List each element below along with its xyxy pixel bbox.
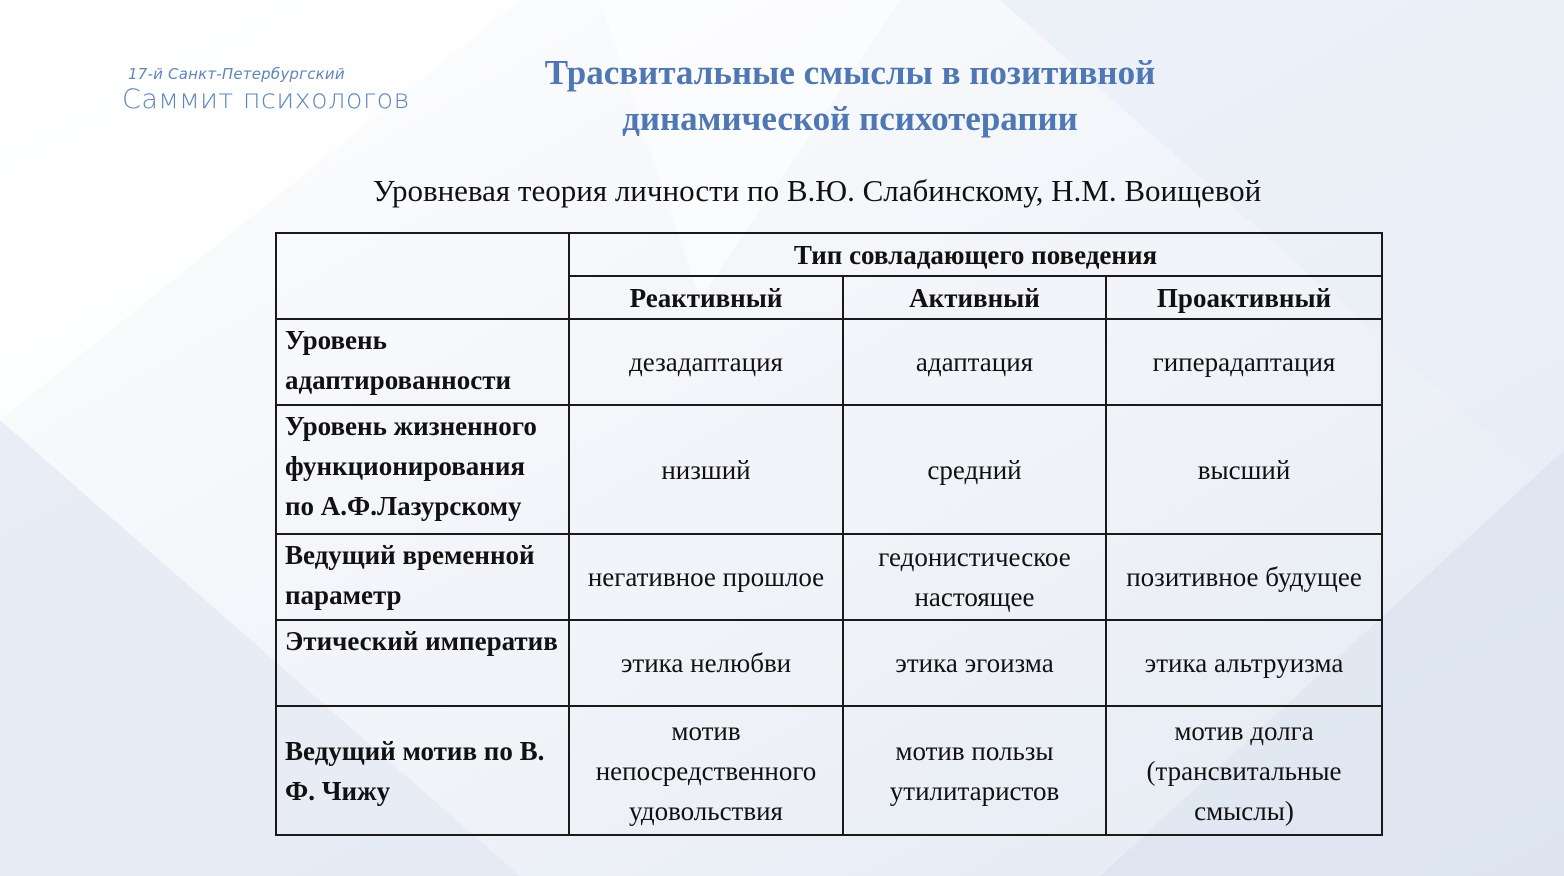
table-row <box>276 534 1382 620</box>
row-label: Ведущий временной параметр <box>276 534 569 620</box>
table-cell: этика нелюбви <box>569 620 843 706</box>
table-header-row <box>276 233 1382 276</box>
table-row <box>276 706 1382 835</box>
table-cell: высший <box>1106 405 1382 534</box>
coping-behavior-table <box>275 232 1383 836</box>
row-label: Уровень жизненного функционирования по А.Ф.Лазурскому <box>276 405 569 534</box>
group-header: Тип совладающего поведения <box>569 233 1382 276</box>
row-label: Ведущий мотив по В. Ф. Чижу <box>276 706 569 835</box>
table-cell: средний <box>843 405 1106 534</box>
logo-subtitle: 17-й Санкт-Петербургский <box>128 65 345 83</box>
table-cell: адаптация <box>843 319 1106 405</box>
table-cell: дезадаптация <box>569 319 843 405</box>
slide-title-line2: динамической психотерапии <box>622 99 1078 138</box>
table-cell: мотив пользы утилитаристов <box>843 706 1106 835</box>
table-row <box>276 319 1382 405</box>
slide-title <box>450 50 1250 142</box>
table-cell: этика эгоизма <box>843 620 1106 706</box>
summit-logo <box>122 64 410 116</box>
table-row <box>276 405 1382 534</box>
table-corner-cell <box>276 233 569 319</box>
table-cell: гедонистическое настоящее <box>843 534 1106 620</box>
table-cell: гиперадаптация <box>1106 319 1382 405</box>
table-cell: низший <box>569 405 843 534</box>
table-cell: мотив долга (трансвитальные смыслы) <box>1106 706 1382 835</box>
table-cell: этика альтруизма <box>1106 620 1382 706</box>
row-label: Этический императив <box>276 620 569 706</box>
table-row <box>276 620 1382 706</box>
slide-subtitle: Уровневая теория личности по В.Ю. Слабинскому, Н.М. Воищевой <box>372 173 1262 208</box>
column-header: Проактивный <box>1106 276 1382 319</box>
table-cell: негативное прошлое <box>569 534 843 620</box>
column-header: Активный <box>843 276 1106 319</box>
row-label: Уровень адаптированности <box>276 319 569 405</box>
table-cell: позитивное будущее <box>1106 534 1382 620</box>
slide-title-line1: Трасвитальные смыслы в позитивной <box>544 53 1156 92</box>
logo-title: Саммит психологов <box>122 84 410 115</box>
table-cell: мотив непосредственного удовольствия <box>569 706 843 835</box>
column-header: Реактивный <box>569 276 843 319</box>
